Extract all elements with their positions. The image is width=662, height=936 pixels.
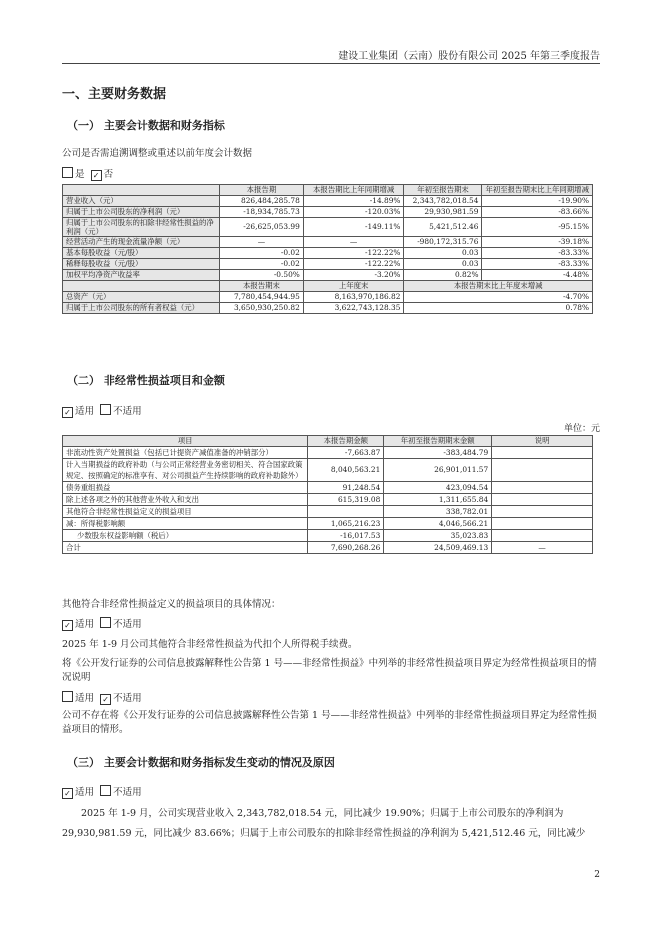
checkbox-yes[interactable]	[62, 167, 73, 178]
option-no-label: 否	[103, 169, 114, 180]
column-header: 本报告期末比上年度末增减	[404, 281, 593, 292]
other-items-options	[62, 616, 142, 630]
row-label: 非流动性资产处置损益（包括已计提资产减值准备的冲销部分）	[63, 447, 308, 459]
row-label: 合计	[63, 542, 308, 554]
table-cell: 338,782.01	[384, 506, 492, 518]
table-cell: -4.48%	[482, 270, 593, 281]
column-header: 本报告期金额	[308, 436, 384, 447]
table-cell: -19.90%	[482, 196, 593, 207]
table-cell: 26,901,011.57	[384, 459, 492, 482]
restatement-question: 公司是否需追溯调整或重述以前年度会计数据	[62, 148, 253, 159]
unit-label: 单位：元	[563, 424, 600, 434]
checkbox-no[interactable]: ✓	[91, 170, 102, 181]
table-cell	[308, 506, 384, 518]
other-items-text: 2025 年 1-9 月公司其他符合非经常性损益为代扣个人所得税手续费。	[62, 639, 358, 650]
table-cell: 0.82%	[404, 270, 482, 281]
table-cell: -18,934,785.73	[220, 207, 304, 218]
table-cell: -26,625,053.99	[220, 218, 304, 237]
table-row	[63, 447, 593, 459]
table-cell: 29,930,981.59	[404, 207, 482, 218]
table-cell: -0.50%	[220, 270, 304, 281]
table-row	[63, 218, 593, 237]
row-label: 除上述各项之外的其他营业外收入和支出	[63, 494, 308, 506]
table-cell: —	[492, 542, 593, 554]
table-cell: -83.66%	[482, 207, 593, 218]
option-apply-label: 适用	[75, 787, 95, 798]
table-cell	[492, 518, 593, 530]
table-row	[63, 542, 593, 554]
table-cell: 35,023.83	[384, 530, 492, 542]
row-label: 减：所得税影响额	[63, 518, 308, 530]
column-header: 说明	[492, 436, 593, 447]
non-recurring-items-table	[62, 435, 593, 554]
header-divider	[62, 63, 600, 64]
table-row	[63, 303, 593, 314]
table-row	[63, 237, 593, 248]
table-cell: 2,343,782,018.54	[404, 196, 482, 207]
table-cell: -3.20%	[303, 270, 404, 281]
table-cell: -0.02	[220, 248, 304, 259]
column-header	[63, 185, 220, 196]
option-apply-label: 适用	[75, 693, 95, 704]
row-label: 稀释每股收益（元/股）	[63, 259, 220, 270]
table-cell: 423,094.54	[384, 482, 492, 494]
table-cell	[492, 494, 593, 506]
table-cell: 7,780,454,944.95	[220, 292, 304, 303]
changes-paragraph: 2025 年 1-9 月，公司实现营业收入 2,343,782,018.54 元，同比减少 19.90%；归属于上市公司股东的净利润为 29,930,981.59 元，同比减少 83.66%；归属于上市公司股东的扣除非经常性损益的净利润为 5,421,512.46 元，同比减少	[62, 808, 586, 839]
column-header: 本报告期	[220, 185, 304, 196]
table-row	[63, 459, 593, 482]
option-not-apply-label: 不适用	[113, 406, 142, 417]
table-row	[63, 248, 593, 259]
table-row	[63, 530, 593, 542]
changes-options	[62, 784, 142, 798]
checkbox-not-apply[interactable]	[100, 617, 111, 628]
checkbox-not-apply[interactable]: ✓	[100, 694, 111, 705]
table-cell: -149.11%	[303, 218, 404, 237]
subsection-title-non-recurring: （二） 非经常性损益项目和金额	[67, 374, 225, 387]
other-items-title: 其他符合非经常性损益定义的损益项目的具体情况：	[62, 599, 281, 610]
row-label: 营业收入（元）	[63, 196, 220, 207]
table-row	[63, 196, 593, 207]
column-header: 项目	[63, 436, 308, 447]
table-cell: -122.22%	[303, 248, 404, 259]
table-row	[63, 292, 593, 303]
table-cell: 1,311,655.84	[384, 494, 492, 506]
table-cell: -980,172,315.76	[404, 237, 482, 248]
main-financial-data-table	[62, 184, 593, 314]
column-header: 年初至报告期末	[404, 185, 482, 196]
column-header: 本报告期末	[220, 281, 304, 292]
row-label: 加权平均净资产收益率	[63, 270, 220, 281]
table-cell: -383,484.79	[384, 447, 492, 459]
column-header: 本报告期比上年同期增减	[303, 185, 404, 196]
row-label: 总资产（元）	[63, 292, 220, 303]
page-number: 2	[594, 870, 600, 880]
definition-options	[62, 690, 142, 704]
table-cell: -4.70%	[404, 292, 593, 303]
option-yes-label: 是	[75, 169, 85, 180]
option-apply-label: 适用	[75, 406, 95, 417]
table-cell: 1,065,216.23	[308, 518, 384, 530]
table-cell	[492, 506, 593, 518]
option-apply-label: 适用	[75, 619, 95, 630]
table-cell: -14.89%	[303, 196, 404, 207]
table-cell: 91,248.54	[308, 482, 384, 494]
table-cell: —	[303, 237, 404, 248]
table-cell	[492, 447, 593, 459]
row-label: 计入当期损益的政府补助（与公司正常经营业务密切相关、符合国家政策规定、按照确定的标准享有、对公司损益产生持续影响的政府补助除外）	[63, 459, 308, 482]
table-cell: 7,690,268.26	[308, 542, 384, 554]
row-label: 归属于上市公司股东的所有者权益（元）	[63, 303, 220, 314]
table-cell	[492, 459, 593, 482]
option-not-apply-label: 不适用	[113, 619, 142, 630]
table-cell: 0.03	[404, 248, 482, 259]
table-cell: 615,319.08	[308, 494, 384, 506]
row-label: 债务重组损益	[63, 482, 308, 494]
checkbox-apply[interactable]: ✓	[62, 788, 73, 799]
table-row	[63, 506, 593, 518]
non-recurring-options	[62, 403, 142, 417]
definition-conclusion: 公司不存在将《公开发行证券的公司信息披露解释性公告第 1 号——非经常性损益》中列举的非经常性损益项目界定为经常性损益项目的情形。	[62, 710, 597, 735]
table-cell: -16,017.53	[308, 530, 384, 542]
checkbox-not-apply[interactable]	[100, 785, 111, 796]
table-row	[63, 259, 593, 270]
definition-explanation: 将《公开发行证券的公司信息披露解释性公告第 1 号——非经常性损益》中列举的非经常性损益项目界定为经常性损益项目的情况说明	[62, 658, 597, 683]
column-header: 年初至报告期期末金额	[384, 436, 492, 447]
table-cell: 0.78%	[404, 303, 593, 314]
table-cell: 8,163,970,186.82	[303, 292, 404, 303]
row-label: 归属于上市公司股东的净利润（元）	[63, 207, 220, 218]
table-row	[63, 494, 593, 506]
table-subheader-row	[63, 281, 593, 292]
checkbox-apply[interactable]	[62, 691, 73, 702]
column-header: 上年度末	[303, 281, 404, 292]
table-cell: 24,509,469.13	[384, 542, 492, 554]
table-cell: -120.03%	[303, 207, 404, 218]
table-cell: -83.33%	[482, 248, 593, 259]
table-cell: 8,040,563.21	[308, 459, 384, 482]
table-row	[63, 482, 593, 494]
subsection-title-changes: （三） 主要会计数据和财务指标发生变动的情况及原因	[67, 756, 335, 769]
section-title-financial-data: 一、主要财务数据	[62, 87, 167, 102]
table-cell: -83.33%	[482, 259, 593, 270]
table-cell: 3,622,743,128.35	[303, 303, 404, 314]
table-row	[63, 518, 593, 530]
row-label: 少数股东权益影响额（税后）	[63, 530, 308, 542]
table-row	[63, 270, 593, 281]
column-header	[63, 281, 220, 292]
table-cell: 826,484,285.78	[220, 196, 304, 207]
table-cell: —	[220, 237, 304, 248]
table-cell: 5,421,512.46	[404, 218, 482, 237]
table-cell: 4,046,566.21	[384, 518, 492, 530]
row-label: 归属于上市公司股东的扣除非经常性损益的净利润（元）	[63, 218, 220, 237]
checkbox-not-apply[interactable]	[100, 404, 111, 415]
table-cell	[492, 530, 593, 542]
table-row	[63, 207, 593, 218]
table-header-row	[63, 185, 593, 196]
table-cell: -0.02	[220, 259, 304, 270]
row-label: 基本每股收益（元/股）	[63, 248, 220, 259]
restatement-options	[62, 166, 113, 180]
option-not-apply-label: 不适用	[113, 693, 142, 704]
row-label: 其他符合非经常性损益定义的损益项目	[63, 506, 308, 518]
table-cell: 0.03	[404, 259, 482, 270]
row-label: 经营活动产生的现金流量净额（元）	[63, 237, 220, 248]
table-cell: -95.15%	[482, 218, 593, 237]
table-cell: -39.18%	[482, 237, 593, 248]
column-header: 年初至报告期末比上年同期增减	[482, 185, 593, 196]
table-cell	[492, 482, 593, 494]
checkbox-apply[interactable]: ✓	[62, 407, 73, 418]
checkbox-apply[interactable]: ✓	[62, 620, 73, 631]
report-header: 建设工业集团（云南）股份有限公司 2025 年第三季度报告	[338, 51, 600, 62]
table-cell: 3,650,930,250.82	[220, 303, 304, 314]
option-not-apply-label: 不适用	[113, 787, 142, 798]
subsection-title-accounting-data: （一） 主要会计数据和财务指标	[67, 119, 225, 132]
table-header-row	[63, 436, 593, 447]
table-cell: -122.22%	[303, 259, 404, 270]
table-cell: -7,663.87	[308, 447, 384, 459]
